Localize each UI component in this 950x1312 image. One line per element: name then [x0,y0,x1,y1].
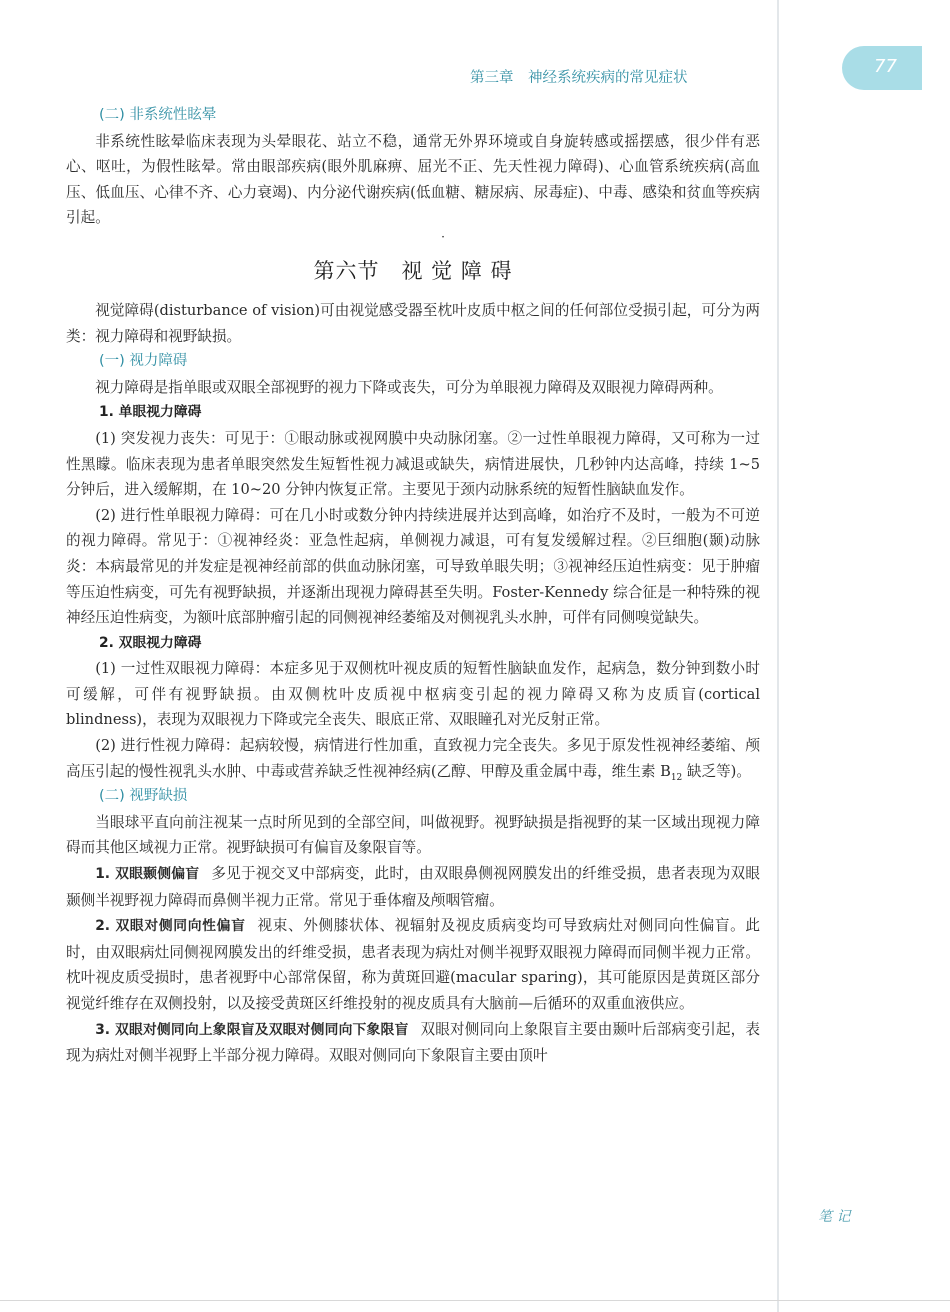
section-title: 第六节 视 觉 障 碍 [313,258,513,283]
paragraph [66,913,760,1016]
page-number: 77 [874,56,897,77]
paragraph [66,1017,760,1069]
page-body [66,103,760,1069]
stray-dot: · [441,229,445,244]
inline-heading: 3. 双眼对侧同向上象限盲及双眼对侧同向下象限盲 [95,1021,409,1038]
subscript: 12 [670,772,683,783]
heading-monocular: 1. 单眼视力障碍 [99,404,202,421]
subheading-visual-field: (二) 视野缺损 [99,788,188,805]
subheading-nonsystemic-vertigo: (二) 非系统性眩晕 [99,107,217,123]
inline-heading: 2. 双眼对侧同向性偏盲 [95,918,246,935]
paragraph: 视力障碍是指单眼或双眼全部视野的视力下降或丧失，可分为单眼视力障碍及双眼视力障碍两种。 [95,378,723,396]
notes-label: 笔 记 [818,1209,851,1225]
paragraph: 当眼球平直向前注视某一点时所见到的全部空间，叫做视野。视野缺损是指视野的某一区域出现视力障碍而其他区域视力正常。视野缺损可有偏盲及象限盲等。 [66,813,760,857]
paragraph: 非系统性眩晕临床表现为头晕眼花、站立不稳，通常无外界环境或自身旋转感或摇摆感，很少伴有恶心、呕吐，为假性眩晕。常由眼部疾病(眼外肌麻痹、屈光不正、先天性视力障碍)、心血管系统疾病(高血压、低血压、心律不齐、心力衰竭)、内分泌代谢疾病(低血糖、糖尿病、尿毒症)、中毒、感染和贫血等疾病引起。 [66,132,760,227]
margin-divider-line [777,0,779,1312]
paragraph: (2) 进行性单眼视力障碍：可在几小时或数分钟内持续进展并达到高峰，如治疗不及时，一般为不可逆的视力障碍。常见于：①视神经炎：亚急性起病，单侧视力减退，可有复发缓解过程。②巨细胞(颞)动脉炎：本病最常见的并发症是视神经前部的供血动脉闭塞，可导致单眼失明；③视神经压迫性病变：见于肿瘤等压迫性病变，可先有视野缺损，并逐渐出现视力障碍甚至失明。Foster-Kennedy 综合征是一种特殊的视神经压迫性病变，为额叶底部肿瘤引起的同侧视神经萎缩及对侧视乳头水肿，可伴有同侧嗅觉缺失。 [66,506,760,627]
inline-heading: 1. 双眼颞侧偏盲 [95,866,200,883]
paragraph-text: 缺乏等)。 [682,762,751,780]
paragraph [66,733,760,784]
paragraph [66,861,760,913]
paragraph: (1) 一过性双眼视力障碍：本症多见于双侧枕叶视皮质的短暂性脑缺血发作，起病急，数分钟到数小时可缓解，可伴有视野缺损。由双侧枕叶皮质视中枢病变引起的视力障碍又称为皮质盲(cortical blindness)，表现为双眼视力下降或完全丧失、眼底正常、双眼瞳孔对光反射正常。 [66,660,760,729]
heading-binocular: 2. 双眼视力障碍 [99,634,202,651]
footer-rule [0,1300,950,1301]
subheading-visual-acuity: (一) 视力障碍 [99,353,188,370]
paragraph-text: 双眼对侧同向上象限盲主要由颞叶后部病变引起，表现为病灶对侧半视野上半部分视力障碍。双眼对侧同向下象限盲主要由顶叶 [66,1020,760,1065]
paragraph-text: 多见于视交叉中部病变，此时，由双眼鼻侧视网膜发出的纤维受损，患者表现为双眼颞侧半视野视力障碍而鼻侧半视力正常。常见于垂体瘤及颅咽管瘤。 [66,865,760,909]
paragraph-text: 视束、外侧膝状体、视辐射及视皮质病变均可导致病灶对侧同向性偏盲。此时，由双眼病灶同侧视网膜发出的纤维受损，患者表现为病灶对侧半视野双眼视力障碍而同侧半视力正常。枕叶视皮质受损时，患者视野中心部常保留，称为黄斑回避(macular sparing)，其可能原因是黄斑区部分视觉纤维存在双侧投射，以及接受黄斑区纤维投射的视皮质具有大脑前—后循环的双重血液供应。 [66,917,760,1012]
running-head: 第三章 神经系统疾病的常见症状 [470,70,688,86]
paragraph-text: (2) 进行性视力障碍：起病较慢，病情进行性加重，直致视力完全丧失。多见于原发性视神经萎缩、颅高压引起的慢性视乳头水肿、中毒或营养缺乏性视神经病(乙醇、甲醇及重金属中毒，维生素 B [66,737,760,780]
paragraph: (1) 突发视力丧失：可见于：①眼动脉或视网膜中央动脉闭塞。②一过性单眼视力障碍，又可称为一过性黑矇。临床表现为患者单眼突然发生短暂性视力减退或缺失，病情进展快，几秒钟内达高峰，持续 1~5 分钟后，进入缓解期，在 10~20 分钟内恢复正常。主要见于颈内动脉系统的短暂性脑缺血发作。 [66,429,760,499]
paragraph: 视觉障碍(disturbance of vision)可由视觉感受器至枕叶皮质中枢之间的任何部位受损引起，可分为两类：视力障碍和视野缺损。 [66,301,760,345]
